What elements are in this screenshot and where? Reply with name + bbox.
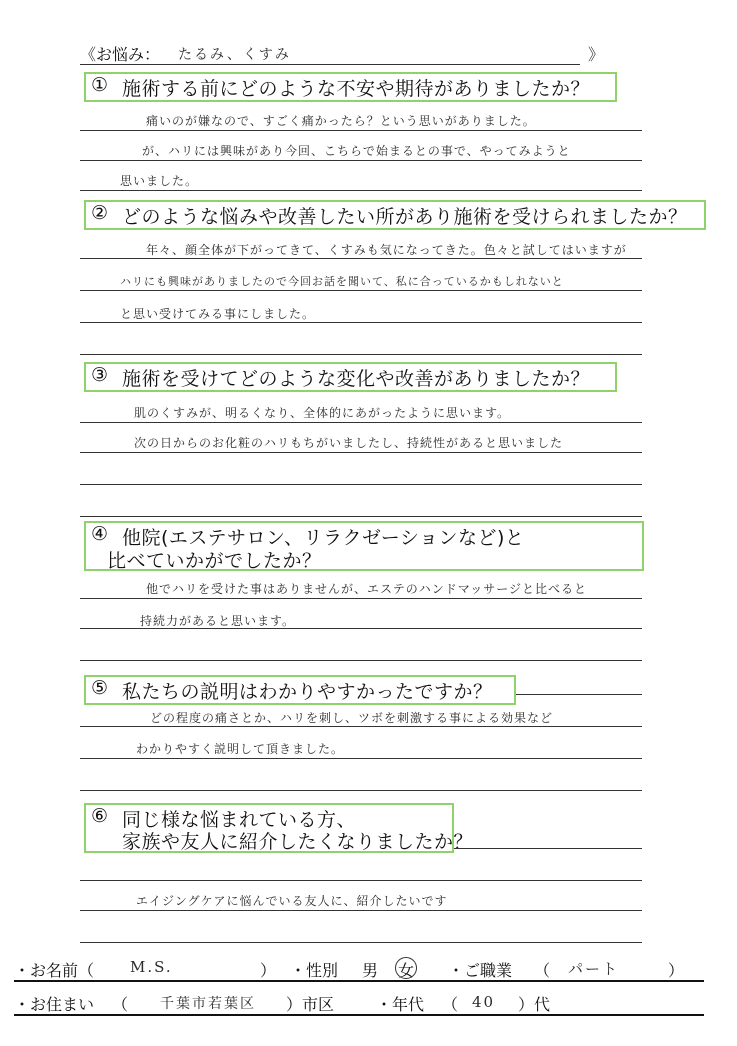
answer-line [80,598,642,599]
answer-line [80,258,642,259]
answer-4-line-1: 他でハリを受けた事はありませんが、エステのハンドマッサージと比べると [146,582,588,596]
answer-line [80,758,642,759]
address-value: 千葉市若葉区 [160,996,256,1012]
question-text-2: どのような悩みや改善したい所があり施術を受けられましたか？ [122,206,688,228]
gender-male: 男 [362,961,379,980]
answer-3-line-2: 次の日からのお化粧のハリもちがいましたし、持続性があると思いました [134,436,564,450]
header-underline [80,64,580,65]
answer-1-line-3: 思いました。 [120,174,199,188]
answer-line [80,130,642,131]
answer-line [80,290,642,291]
answer-5-line-1: どの程度の痛さとか、ハリを刺し、ツボを刺激する事による効果など [150,711,554,725]
age-label: ・年代 [376,995,425,1014]
answer-line [80,628,642,629]
job-open: （ [534,961,551,980]
job-value: パート [568,960,620,978]
age-open: （ [442,995,459,1014]
question-text-4: 他院(エステサロン、リラクゼーションなど)と [122,527,525,549]
answer-2-line-2: ハリにも興味がありましたので今回お話を聞いて、私に合っているかもしれないと [120,275,564,288]
answer-line [80,880,642,881]
answer-line [80,322,642,323]
answer-line [80,452,642,453]
gender-female: 女 [398,961,415,980]
address-close: ）市区 [286,995,335,1014]
question-number-2: ② [91,202,109,224]
question-text-6: 同じ様な悩まれている方、 [122,809,357,831]
answer-line [516,694,642,695]
answer-line [80,660,642,661]
footer-rule [14,980,704,982]
answer-2-line-3: と思い受けてみる事にしました。 [120,307,316,321]
question-text-6-cont: 家族や友人に紹介したくなりましたか？ [122,831,474,853]
answer-1-line-1: 痛いのが嫌なので、すごく痛かったら？という思いがありました。 [146,114,536,128]
answer-line [80,160,642,161]
answer-4-line-2: 持続力があると思います。 [140,614,296,628]
question-number-1: ① [91,74,109,96]
answer-1-line-2: が、ハリには興味があり今回、こちらで始まるとの事で、やってみようと [142,144,571,158]
answer-line [80,190,642,191]
job-close: ） [668,961,685,980]
name-close: ） [260,961,277,980]
question-number-5: ⑤ [91,677,109,699]
answer-line [80,422,642,423]
answer-line [80,942,642,943]
name-value: M.S. [130,958,173,976]
name-label: ・お名前（ [14,961,95,980]
question-number-6: ⑥ [91,805,109,827]
answer-3-line-1: 肌のくすみが、明るくなり、全体的にあがったように思います。 [134,406,511,420]
address-open: （ [112,995,129,1014]
question-text-3: 施術を受けてどのような変化や改善がありましたか？ [122,368,591,390]
address-label: ・お住まい [14,995,95,1014]
answer-line [80,790,642,791]
footer-rule [14,1014,704,1016]
answer-5-line-2: わかりやすく説明して頂きました。 [136,742,345,756]
question-text-4-cont: 比べていかがでしたか？ [107,550,322,572]
answer-line [80,726,642,727]
question-number-3: ③ [91,364,109,386]
answer-line [80,516,642,517]
question-text-5: 私たちの説明はわかりやすかったですか？ [122,681,493,703]
header-label: 《お悩み： [80,45,161,64]
answer-line [80,910,642,911]
answer-line [80,484,642,485]
job-label: ・ご職業 [448,961,513,980]
answer-line [80,354,642,355]
question-text-1: 施術する前にどのような不安や期待がありましたか？ [122,78,591,100]
header-close: 》 [588,45,605,64]
header-answer: たるみ、くすみ [178,47,291,63]
question-number-4: ④ [91,523,109,545]
answer-2-line-1: 年々、顔全体が下がってきて、くすみも気になってきた。色々と試してはいますが [146,243,627,257]
answer-6-line-1: エイジングケアに悩んでいる友人に、紹介したいです [136,894,448,908]
age-close: ）代 [518,995,551,1014]
gender-label: ・性別 [290,961,339,980]
answer-line [454,848,642,849]
age-value: 40 [472,993,496,1011]
